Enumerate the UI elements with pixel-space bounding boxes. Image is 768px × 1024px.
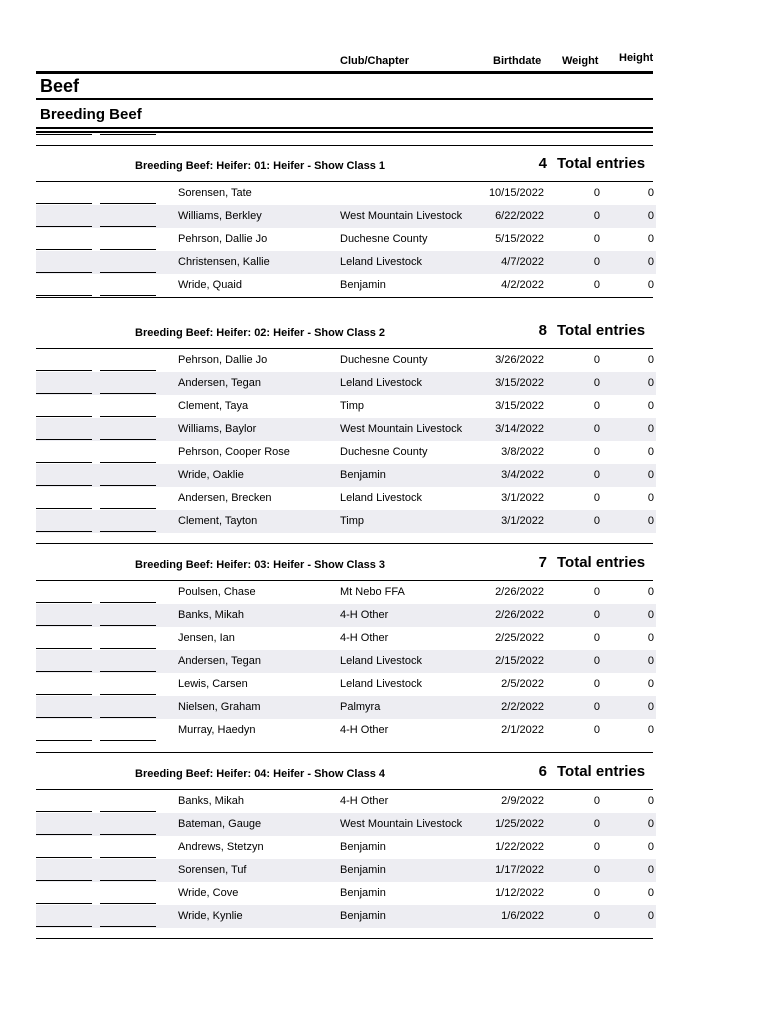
blank-line [36,226,92,227]
table-row [36,882,656,905]
height: 0 [647,864,654,876]
club-chapter: West Mountain Livestock [340,210,463,222]
birthdate: 3/4/2022 [501,469,544,481]
exhibitor-name: Nielsen, Graham [178,701,261,713]
birthdate: 1/22/2022 [495,841,544,853]
exhibitor-name: Andersen, Tegan [178,655,261,667]
exhibitor-name: Jensen, Ian [178,632,235,644]
height: 0 [647,210,654,222]
class-title: Breeding Beef: Heifer: 02: Heifer - Show Class 2 [135,327,386,339]
exhibitor-name: Williams, Baylor [178,423,257,435]
blank-line [36,811,92,812]
height: 0 [647,910,654,922]
height: 0 [647,795,654,807]
birthdate: 2/2/2022 [501,701,544,713]
blank-line [100,485,156,486]
blank-line [36,462,92,463]
column-header-height: Height [619,52,654,64]
club-chapter: Duchesne County [340,354,428,366]
blank-line [100,508,156,509]
blank-line [100,717,156,718]
height: 0 [647,492,654,504]
birthdate: 3/15/2022 [495,377,544,389]
weight: 0 [593,632,600,644]
weight: 0 [593,586,600,598]
header-rule [36,71,653,74]
table-row [36,395,656,418]
birthdate: 3/26/2022 [495,354,544,366]
weight: 0 [593,724,600,736]
birthdate: 3/1/2022 [501,492,544,504]
height: 0 [647,632,654,644]
club-chapter: 4-H Other [340,609,389,621]
birthdate: 3/14/2022 [495,423,544,435]
birthdate: 1/12/2022 [495,887,544,899]
table-row [36,274,656,297]
exhibitor-name: Sorensen, Tuf [178,864,247,876]
blank-line [36,295,92,296]
height: 0 [647,256,654,268]
class-bottom-rule [36,543,653,544]
exhibitor-name: Andersen, Tegan [178,377,261,389]
birthdate: 4/2/2022 [501,279,544,291]
club-chapter: Leland Livestock [340,678,422,690]
exhibitor-name: Banks, Mikah [178,795,245,807]
birthdate: 3/8/2022 [501,446,544,458]
blank-line [36,602,92,603]
blank-line [100,648,156,649]
blank-line [36,834,92,835]
club-chapter: Benjamin [340,469,386,481]
table-row [36,790,656,813]
weight: 0 [593,210,600,222]
blank-line [36,508,92,509]
exhibitor-name: Pehrson, Cooper Rose [178,446,290,458]
blank-line [36,903,92,904]
class-bottom-rule [36,938,653,939]
exhibitor-name: Bateman, Gauge [178,818,262,830]
weight: 0 [593,492,600,504]
table-row [36,859,656,882]
birthdate: 10/15/2022 [488,187,544,199]
class-bottom-rule [36,297,653,298]
weight: 0 [593,655,600,667]
height: 0 [647,423,654,435]
section-title: Beef [40,76,80,96]
blank-line [36,717,92,718]
blank-line [36,272,92,273]
blank-line [100,740,156,741]
blank-line [36,370,92,371]
club-chapter: West Mountain Livestock [340,423,463,435]
birthdate: 3/1/2022 [501,515,544,527]
birthdate: 2/5/2022 [501,678,544,690]
blank-line [100,671,156,672]
blank-line [100,926,156,927]
weight: 0 [593,795,600,807]
entry-count: 8 [538,322,547,339]
club-chapter: 4-H Other [340,632,389,644]
club-chapter: Duchesne County [340,446,428,458]
birthdate: 5/15/2022 [495,233,544,245]
class-title: Breeding Beef: Heifer: 04: Heifer - Show Class 4 [135,768,386,780]
table-row [36,441,656,464]
exhibitor-name: Banks, Mikah [178,609,245,621]
height: 0 [647,841,654,853]
height: 0 [647,678,654,690]
exhibitor-name: Pehrson, Dallie Jo [178,354,268,366]
exhibitor-name: Clement, Tayton [178,515,258,527]
height: 0 [647,609,654,621]
weight: 0 [593,446,600,458]
club-chapter: Leland Livestock [340,377,422,389]
weight: 0 [593,469,600,481]
blank-line [100,880,156,881]
entry-count: 6 [538,763,547,780]
blank-line [100,134,156,135]
height: 0 [647,818,654,830]
column-header-club: Club/Chapter [340,55,410,67]
class-title: Breeding Beef: Heifer: 03: Heifer - Show Class 3 [135,559,386,571]
blank-line [36,648,92,649]
blank-line [36,134,92,135]
class-title: Breeding Beef: Heifer: 01: Heifer - Show Class 1 [135,160,386,172]
birthdate: 2/26/2022 [495,609,544,621]
blank-line [100,602,156,603]
height: 0 [647,887,654,899]
weight: 0 [593,279,600,291]
height: 0 [647,655,654,667]
exhibitor-name: Lewis, Carsen [178,678,248,690]
table-row [36,372,656,395]
height: 0 [647,446,654,458]
weight: 0 [593,423,600,435]
exhibitor-name: Murray, Haedyn [178,724,256,736]
subsection-rule-bottom [36,131,653,133]
height: 0 [647,701,654,713]
subsection-rule-top [36,127,653,129]
weight: 0 [593,701,600,713]
birthdate: 2/9/2022 [501,795,544,807]
club-chapter: Leland Livestock [340,655,422,667]
club-chapter: Benjamin [340,279,386,291]
table-row [36,182,656,205]
blank-line [36,203,92,204]
height: 0 [647,586,654,598]
column-header-birthdate: Birthdate [493,55,542,67]
blank-line [36,694,92,695]
weight: 0 [593,910,600,922]
weight: 0 [593,678,600,690]
table-row [36,696,656,719]
club-chapter: Benjamin [340,864,386,876]
blank-line [36,531,92,532]
height: 0 [647,515,654,527]
exhibitor-name: Andersen, Brecken [178,492,272,504]
blank-line [36,740,92,741]
club-chapter: Palmyra [340,701,381,713]
height: 0 [647,469,654,481]
table-row [36,418,656,441]
club-chapter: Duchesne County [340,233,428,245]
blank-line [100,226,156,227]
height: 0 [647,377,654,389]
blank-line [100,370,156,371]
blank-line [36,926,92,927]
weight: 0 [593,515,600,527]
weight: 0 [593,377,600,389]
club-chapter: West Mountain Livestock [340,818,463,830]
blank-line [100,393,156,394]
blank-line [100,295,156,296]
total-entries-label: Total entries [557,155,646,172]
section-rule [36,98,653,100]
weight: 0 [593,818,600,830]
entry-count: 7 [538,554,547,571]
club-chapter: Benjamin [340,887,386,899]
total-entries-label: Total entries [557,554,646,571]
blank-line [36,249,92,250]
blank-line [100,272,156,273]
table-row [36,719,656,742]
entry-count: 4 [538,155,547,172]
club-chapter: 4-H Other [340,795,389,807]
exhibitor-name: Wride, Kynlie [178,910,243,922]
column-header-weight: Weight [562,55,599,67]
height: 0 [647,187,654,199]
table-row [36,510,656,533]
birthdate: 4/7/2022 [501,256,544,268]
height: 0 [647,279,654,291]
weight: 0 [593,233,600,245]
weight: 0 [593,864,600,876]
table-row [36,604,656,627]
weight: 0 [593,841,600,853]
table-row [36,673,656,696]
birthdate: 2/1/2022 [501,724,544,736]
exhibitor-name: Sorensen, Tate [178,187,252,199]
birthdate: 1/6/2022 [501,910,544,922]
blank-line [36,439,92,440]
table-row [36,627,656,650]
birthdate: 6/22/2022 [495,210,544,222]
blank-line [100,462,156,463]
club-chapter: Timp [340,400,365,412]
blank-line [100,857,156,858]
blank-line [100,531,156,532]
table-row [36,813,656,836]
height: 0 [647,233,654,245]
table-row [36,836,656,859]
exhibitor-name: Andrews, Stetzyn [178,841,264,853]
height: 0 [647,354,654,366]
table-row [36,581,656,604]
exhibitor-name: Wride, Quaid [178,279,242,291]
exhibitor-name: Poulsen, Chase [178,586,256,598]
blank-line [100,811,156,812]
table-row [36,905,656,928]
table-row [36,251,656,274]
blank-line [100,903,156,904]
blank-line [100,249,156,250]
club-chapter: 4-H Other [340,724,389,736]
blank-line [36,857,92,858]
table-row [36,464,656,487]
birthdate: 2/25/2022 [495,632,544,644]
table-row [36,349,656,372]
exhibitor-name: Wride, Cove [178,887,239,899]
club-chapter: Mt Nebo FFA [340,586,405,598]
blank-line [100,416,156,417]
blank-line [100,625,156,626]
weight: 0 [593,256,600,268]
blank-line [100,439,156,440]
club-chapter: Leland Livestock [340,256,422,268]
divider [36,145,653,146]
weight: 0 [593,400,600,412]
table-row [36,228,656,251]
blank-line [36,416,92,417]
birthdate: 1/25/2022 [495,818,544,830]
blank-line [36,671,92,672]
blank-line [100,203,156,204]
exhibitor-name: Wride, Oaklie [178,469,244,481]
total-entries-label: Total entries [557,322,646,339]
exhibitor-name: Christensen, Kallie [178,256,270,268]
birthdate: 3/15/2022 [495,400,544,412]
exhibitor-name: Pehrson, Dallie Jo [178,233,268,245]
blank-line [36,880,92,881]
blank-line [100,834,156,835]
blank-line [100,694,156,695]
height: 0 [647,400,654,412]
height: 0 [647,724,654,736]
weight: 0 [593,187,600,199]
class-bottom-rule [36,752,653,753]
exhibitor-name: Clement, Taya [178,400,249,412]
blank-line [36,625,92,626]
weight: 0 [593,609,600,621]
weight: 0 [593,354,600,366]
birthdate: 2/15/2022 [495,655,544,667]
table-row [36,205,656,228]
birthdate: 2/26/2022 [495,586,544,598]
club-chapter: Benjamin [340,841,386,853]
blank-line [36,485,92,486]
club-chapter: Leland Livestock [340,492,422,504]
exhibitor-name: Williams, Berkley [178,210,262,222]
club-chapter: Benjamin [340,910,386,922]
total-entries-label: Total entries [557,763,646,780]
blank-line [36,393,92,394]
birthdate: 1/17/2022 [495,864,544,876]
table-row [36,650,656,673]
subsection-title: Breeding Beef [40,106,142,123]
table-row [36,487,656,510]
club-chapter: Timp [340,515,365,527]
weight: 0 [593,887,600,899]
